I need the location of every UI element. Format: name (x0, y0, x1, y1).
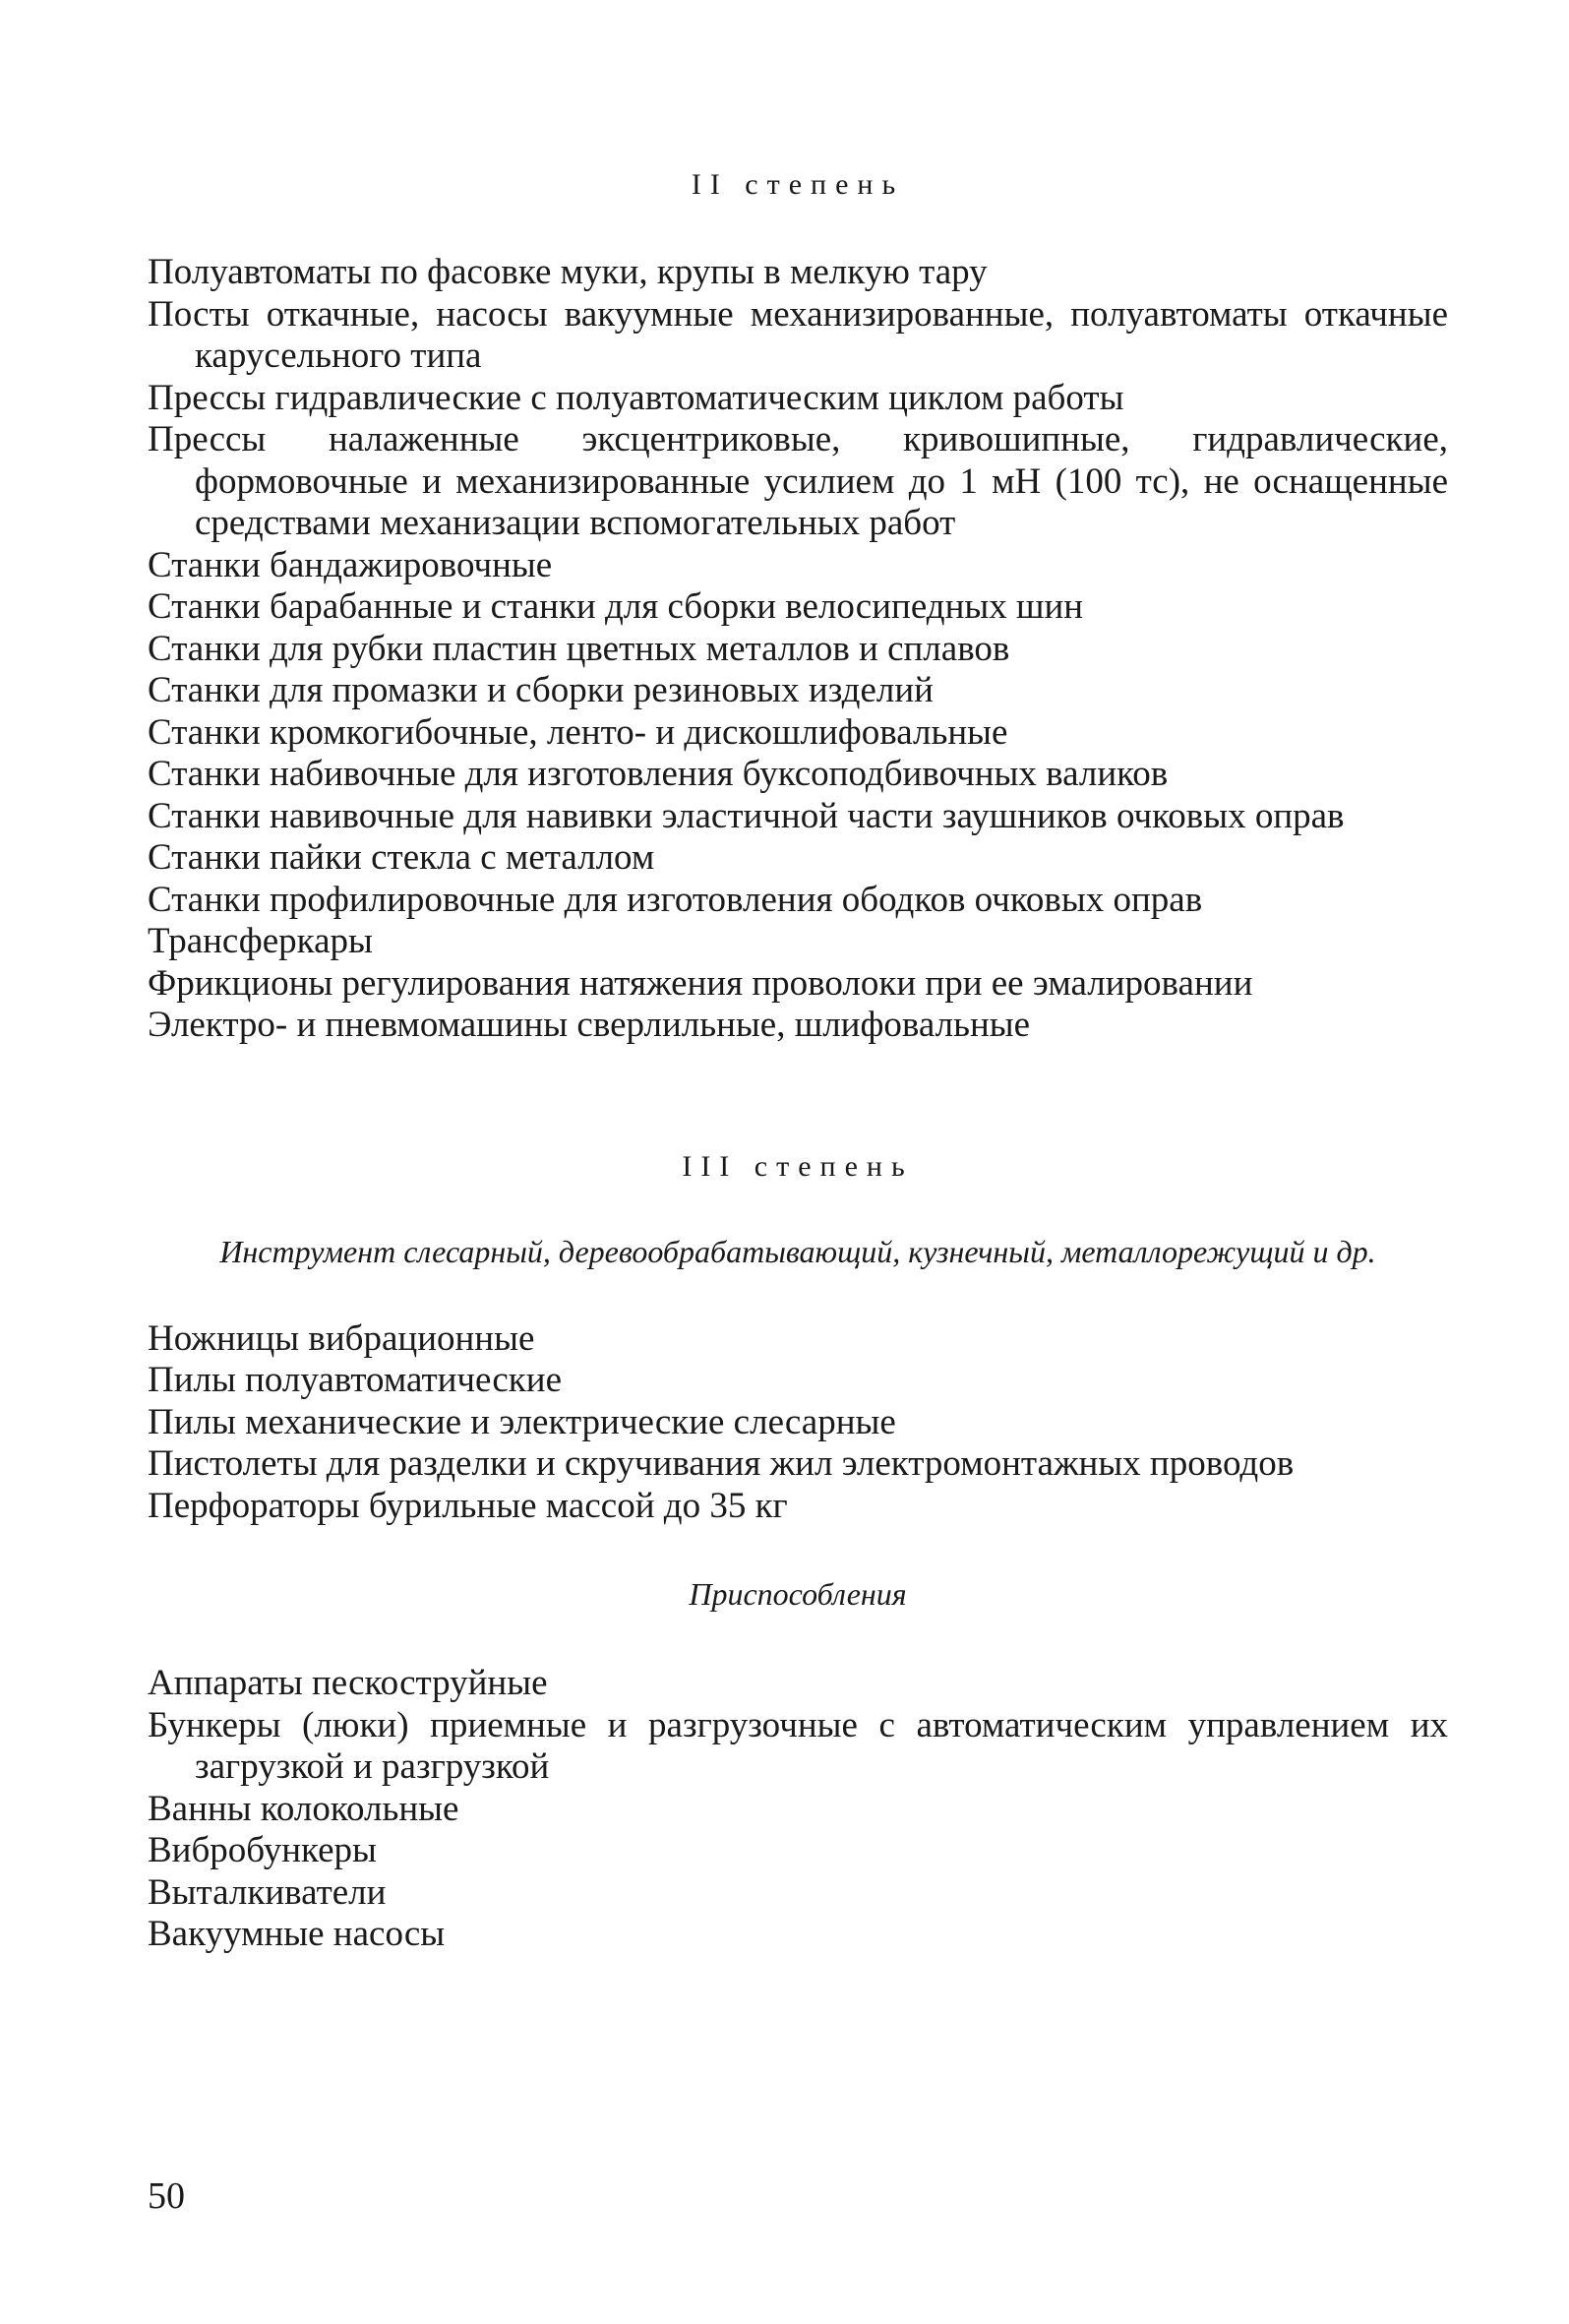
page-number: 50 (148, 2175, 185, 2217)
list-item: Станки бандажировочные (148, 544, 553, 585)
tools-list (148, 1318, 1448, 1528)
devices-subheading: Приспособления (689, 1576, 907, 1612)
list-item: Пилы полуавтоматические (148, 1360, 563, 1400)
list-item: Станки пайки стекла с металлом (148, 837, 655, 878)
list-item: Аппараты пескоструйные (148, 1663, 548, 1703)
list-item: Станки навивочные для навивки эластичной части заушников очковых оправ (148, 795, 1345, 836)
list-item: Ножницы вибрационные (148, 1317, 535, 1359)
list-item: Станки набивочные для изготовления буксоподбивочных валиков (148, 754, 1169, 794)
list-item: Перфораторы бурильные массой до 35 кг (148, 1485, 788, 1526)
list-item: Выталкиватели (148, 1871, 387, 1913)
list-item: Ванны колокольные (148, 1788, 459, 1829)
list-item: Станки для рубки пластин цветных металлов и сплавов (148, 628, 1010, 669)
list-item: Полуавтоматы по фасовке муки, крупы в мелкую тару (148, 252, 988, 292)
list-item: Вибробункеры (148, 1830, 377, 1870)
list-item: Вакуумные насосы (148, 1914, 446, 1954)
list-item: Электро- и пневмомашины сверлильные, шлифовальные (148, 1005, 1031, 1045)
section-3-heading: III степень (682, 1149, 914, 1183)
list-item: Станки для промазки и сборки резиновых изделий (148, 670, 934, 710)
list-item: Фрикционы регулирования натяжения проволоки при ее эмалировании (148, 962, 1253, 1004)
tools-subheading: Инструмент слесарный, деревообрабатывающий, кузнечный, металлорежущий и др. (219, 1233, 1376, 1269)
list-item: Трансферкары (148, 921, 373, 961)
list-item: Посты откачные, насосы вакуумные механизированные, полуавтоматы откачные карусельного типа (148, 293, 1448, 376)
list-item: Пистолеты для разделки и скручивания жил электромонтажных проводов (148, 1443, 1295, 1484)
list-item: Прессы гидравлические с полуавтоматическим циклом работы (148, 377, 1124, 418)
list-item: Станки барабанные и станки для сборки велосипедных шин (148, 586, 1084, 627)
list-item: Станки профилировочные для изготовления ободков очковых оправ (148, 879, 1203, 920)
list-item: Прессы налаженные эксцентриковые, кривошипные, гидравлические, формовочные и механизированные усилием до 1 мН (100 тс), не оснащенные средствами механизации вспомогательных работ (148, 419, 1448, 543)
page-body (148, 167, 1448, 1956)
list-item: Пилы механические и электрические слесарные (148, 1401, 896, 1442)
list-item: Станки кромкогибочные, ленто- и дискошлифовальные (148, 711, 1008, 753)
section-2-list (148, 252, 1448, 1047)
list-item: Бункеры (люки) приемные и разгрузочные с автоматическим управлением их загрузкой и разгрузкой (148, 1704, 1448, 1787)
section-2-heading: II степень (691, 168, 905, 201)
devices-list (148, 1663, 1448, 1956)
